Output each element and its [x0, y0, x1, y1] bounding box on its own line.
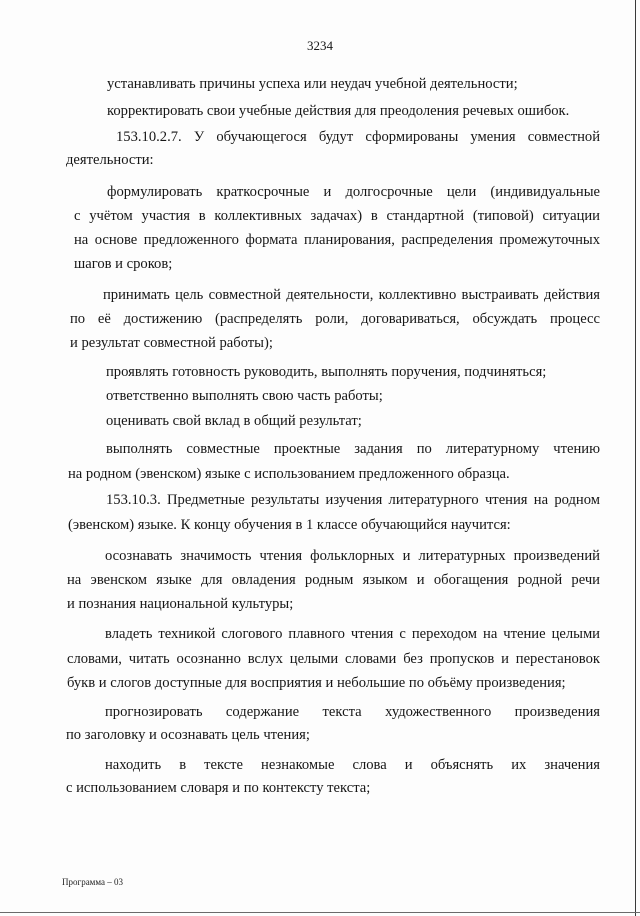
text-line: выполнять совместные проектные задания по литературному чтению — [106, 441, 600, 457]
text-line: прогнозировать содержание текста художественного произведения — [105, 704, 600, 720]
text-line: на основе предложенного формата планирования, распределения промежуточных — [74, 232, 600, 248]
text-line: оценивать свой вклад в общий результат; — [106, 413, 362, 429]
text-line: на эвенском языке для овладения родным языком и обогащения родной речи — [67, 572, 600, 588]
text-line: на родном (эвенском) языке с использованием предложенного образца. — [68, 466, 510, 482]
text-line: словами, читать осознанно вслух целыми словами без пропусков и перестановок — [67, 651, 600, 667]
text-line: по заголовку и осознавать цель чтения; — [66, 727, 310, 743]
text-line: деятельности: — [66, 152, 154, 168]
text-line: букв и слогов доступные для восприятия и небольшие по объёму произведения; — [67, 675, 566, 691]
text-line: осознавать значимость чтения фольклорных и литературных произведений — [105, 548, 600, 564]
text-line: корректировать свои учебные действия для преодоления речевых ошибок. — [107, 103, 570, 119]
text-line: по её достижению (распределять роли, договариваться, обсуждать процесс — [70, 311, 600, 327]
text-line: и результат совместной работы); — [70, 335, 273, 351]
text-line: устанавливать причины успеха или неудач учебной деятельности; — [107, 76, 518, 92]
text-line: с учётом участия в коллективных задачах) в стандартной (типовой) ситуации — [74, 208, 600, 224]
text-line: с использованием словаря и по контексту текста; — [66, 780, 371, 796]
page-number: 3234 — [307, 38, 333, 53]
text-line: ответственно выполнять свою часть работы; — [106, 388, 383, 404]
footer-program-label: Программа – 03 — [62, 877, 124, 887]
text-line: формулировать краткосрочные и долгосрочные цели (индивидуальные — [107, 184, 600, 200]
text-line: шагов и сроков; — [74, 256, 173, 272]
text-line: принимать цель совместной деятельности, коллективно выстраивать действия — [103, 287, 600, 303]
text-line: и познания национальной культуры; — [67, 596, 294, 612]
text-line: владеть техникой слогового плавного чтения с переходом на чтение целыми — [105, 626, 600, 642]
section-heading-line: 153.10.3. Предметные результаты изучения литературного чтения на родном — [106, 492, 600, 508]
section-heading-line: 153.10.2.7. У обучающегося будут сформированы умения совместной — [116, 129, 600, 145]
text-line: находить в тексте незнакомые слова и объяснять их значения — [105, 757, 600, 773]
text-line: (эвенском) языке. К концу обучения в 1 классе обучающийся научится: — [68, 517, 511, 533]
text-line: проявлять готовность руководить, выполнять поручения, подчиняться; — [106, 364, 547, 380]
